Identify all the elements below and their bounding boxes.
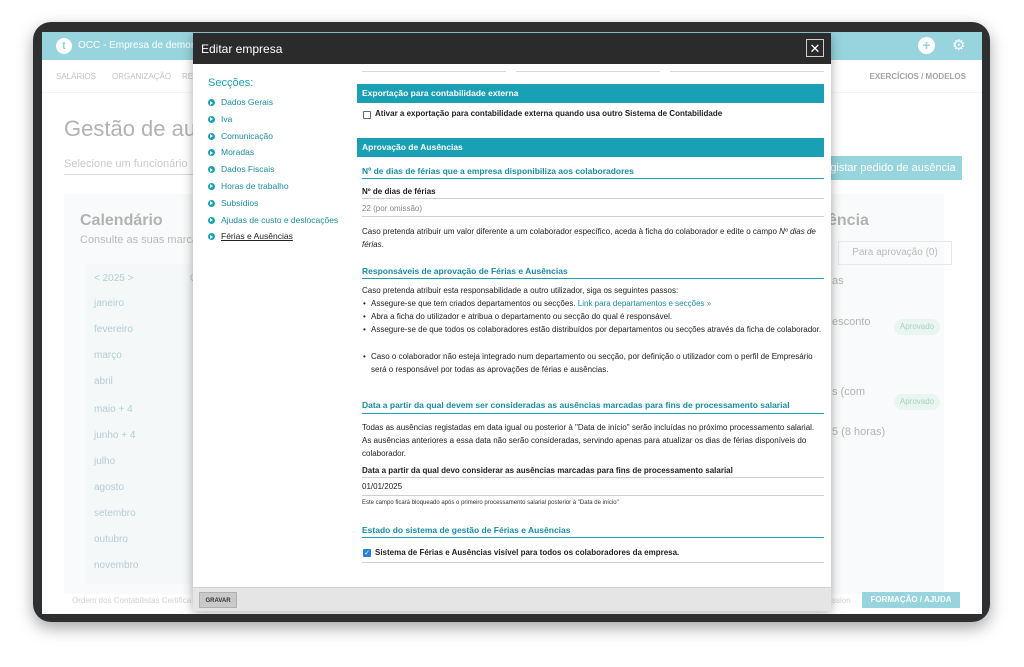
date-subheading: Data a partir da qual devem ser consideradas as ausências marcadas para fins de processamento salarial <box>362 400 790 410</box>
edit-company-modal <box>193 33 831 610</box>
approvers-subheading: Responsáveis de aprovação de Férias e Ausências <box>362 266 568 276</box>
nav-item-subsidios[interactable]: Subsídios <box>208 198 358 215</box>
date-input[interactable]: 01/01/2025 <box>362 482 403 491</box>
divider <box>362 198 824 199</box>
step-1: • Assegure-se que tem criados departamentos ou secções. Link para departamentos e secções » <box>371 297 824 310</box>
divider <box>362 278 824 279</box>
divider <box>362 537 824 538</box>
export-section-header: Exportação para contabilidade externa <box>357 84 824 103</box>
departments-link[interactable]: Link para departamentos e secções » <box>577 299 712 308</box>
system-subheading: Estado do sistema de gestão de Férias e Ausências <box>362 525 571 535</box>
approvers-intro: Caso pretenda atribuir esta responsabilidade a outro utilizador, siga os seguintes passos: <box>362 286 679 295</box>
sections-nav <box>208 97 358 248</box>
sections-heading: Secções: <box>208 77 254 89</box>
arrow-circle-icon <box>208 200 215 207</box>
arrow-circle-icon <box>208 149 215 156</box>
screen <box>42 32 982 614</box>
arrow-circle-icon <box>208 183 215 190</box>
system-checkbox-label[interactable]: Sistema de Férias e Ausências visível para todos os colaboradores da empresa. <box>375 548 680 557</box>
absence-section-header: Aprovação de Ausências <box>357 138 824 157</box>
date-description: Todas as ausências registadas em data igual ou posterior à "Data de início" serão incluídas no próximo processamento salarial. As ausências anteriores a essa data não serão consideradas, servindo apenas para atualizar os dias de férias disponíveis do colaborador. <box>362 423 815 458</box>
nav-item-moradas[interactable]: Moradas <box>208 147 358 164</box>
export-checkbox-label[interactable]: Ativar a exportação para contabilidade externa quando usa outro Sistema de Contabilidade <box>375 109 723 118</box>
divider <box>362 495 824 496</box>
arrow-circle-icon <box>208 116 215 123</box>
days-input[interactable]: 22 (por omissão) <box>362 204 423 213</box>
modal-title: Editar empresa <box>201 42 283 56</box>
days-note: Caso pretenda atribuir um valor diferente a um colaborador específico, aceda à ficha do colaborador e edite o campo Nº dias de férias. <box>362 227 816 249</box>
nav-item-dados-gerais[interactable]: Dados Gerais <box>208 97 358 114</box>
nav-item-iva[interactable]: Iva <box>208 114 358 131</box>
divider <box>362 562 824 563</box>
nav-item-ferias-e-ausencias[interactable]: Férias e Ausências <box>208 231 358 248</box>
arrow-circle-icon <box>208 233 215 240</box>
divider <box>362 477 824 478</box>
step-4: • Caso o colaborador não esteja integrado num departamento ou secção, por definição o utilizador com o perfil de Empresário será o responsável por todas as aprovações de férias e ausências. <box>371 350 824 376</box>
divider <box>362 413 824 414</box>
days-label: Nº de dias de férias <box>362 187 436 196</box>
save-button[interactable]: GRAVAR <box>199 592 237 608</box>
arrow-circle-icon <box>208 133 215 140</box>
date-label: Data a partir da qual devo considerar as ausências marcadas para fins de processamento salarial <box>362 466 733 475</box>
export-checkbox[interactable] <box>363 111 371 119</box>
modal-content[interactable] <box>357 64 829 587</box>
step-3: • Assegure-se de que todos os colaboradores estão distribuídos por departamentos ou secções através da ficha de colaborador. <box>371 323 824 336</box>
modal-header <box>193 33 831 64</box>
nav-item-dados-fiscais[interactable]: Dados Fiscais <box>208 164 358 181</box>
days-subheading: Nº de dias de férias que a empresa disponibiliza aos colaboradores <box>362 166 634 176</box>
nav-item-ajudas-de-custo[interactable]: Ajudas de custo e deslocações <box>208 215 358 232</box>
date-hint: Este campo ficará bloqueado após o primeiro processamento salarial posterior à "Data de início" <box>362 500 619 506</box>
nav-item-comunicacao[interactable]: Comunicação <box>208 131 358 148</box>
arrow-circle-icon <box>208 99 215 106</box>
close-icon[interactable]: ✕ <box>806 39 824 57</box>
system-visible-checkbox[interactable]: ✓ <box>364 550 370 557</box>
divider <box>362 216 824 217</box>
modal-footer <box>193 587 831 611</box>
step-2: • Abra a ficha do utilizador e atribua o departamento ou secção do qual é responsável. <box>371 310 824 323</box>
nav-item-horas-de-trabalho[interactable]: Horas de trabalho <box>208 181 358 198</box>
arrow-circle-icon <box>208 217 215 224</box>
divider <box>362 178 824 179</box>
arrow-circle-icon <box>208 166 215 173</box>
